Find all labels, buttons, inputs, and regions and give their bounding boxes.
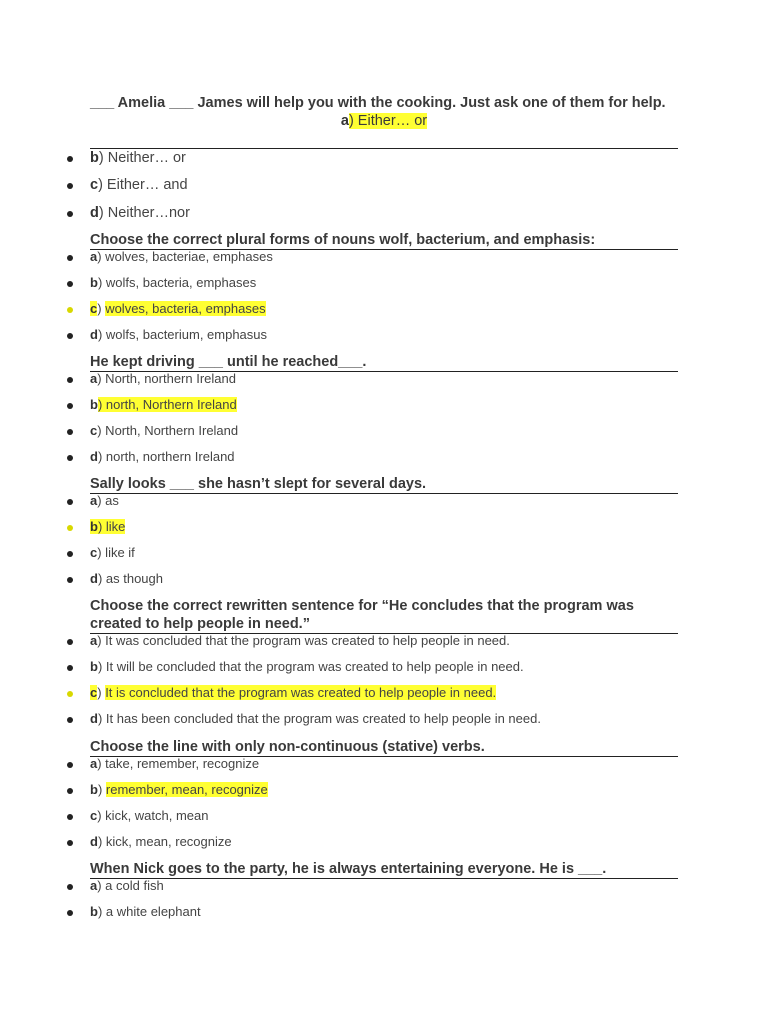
bullet — [67, 788, 73, 794]
bullet — [67, 429, 73, 435]
question-2 — [90, 231, 678, 249]
question-3 — [90, 353, 678, 371]
bullet — [67, 211, 73, 217]
option-b: b) a white elephant — [90, 904, 201, 919]
option-c: c) North, Northern Ireland — [90, 423, 239, 438]
bullet — [67, 577, 73, 583]
option-d: d) kick, mean, recognize — [90, 834, 232, 849]
question-4 — [90, 475, 678, 493]
bullet — [67, 691, 73, 697]
option-c: c) like if — [90, 545, 135, 560]
answer-text: ) Either… or — [348, 113, 428, 129]
option-a: a) wolves, bacteriae, emphases — [90, 249, 273, 264]
bullet — [67, 499, 73, 505]
bullet — [67, 333, 73, 339]
question-text: ___ Amelia ___ James will help you with the cooking. Just ask one of them for help. — [90, 95, 666, 111]
question-1 — [90, 94, 678, 130]
option-c: c) kick, watch, mean — [90, 808, 209, 823]
answer-line — [90, 112, 678, 130]
bullet — [67, 762, 73, 768]
option-c: c) wolves, bacteria, emphases — [90, 301, 266, 316]
option-b: b) Neither… or — [90, 150, 186, 166]
option-d: d) as though — [90, 571, 163, 586]
bullet — [67, 884, 73, 890]
bullet — [67, 665, 73, 671]
bullet — [67, 910, 73, 916]
question-7 — [90, 860, 678, 878]
bullet — [67, 455, 73, 461]
option-d: d) Neither…nor — [90, 205, 190, 221]
option-a: a) take, remember, recognize — [90, 756, 260, 771]
option-c: c) Either… and — [90, 177, 188, 193]
bullet — [67, 717, 73, 723]
question-text: Sally looks ___ she hasn’t slept for several days. — [90, 476, 427, 492]
option-d: d) north, northern Ireland — [90, 449, 235, 464]
bullet — [67, 525, 73, 531]
bullet — [67, 255, 73, 261]
option-a: a) a cold fish — [90, 878, 164, 893]
option-c: c) It is concluded that the program was created to help people in need. — [90, 685, 497, 700]
question-text: He kept driving ___ until he reached___. — [90, 354, 367, 370]
bullet — [67, 403, 73, 409]
bullet — [67, 281, 73, 287]
question-text: Choose the correct rewritten sentence for “He concludes that the program was created to help people in need.” — [90, 598, 634, 632]
question-text: When Nick goes to the party, he is always entertaining everyone. He is ___. — [90, 861, 607, 877]
option-b: b) It will be concluded that the program was created to help people in need. — [90, 659, 524, 674]
bullet — [67, 156, 73, 162]
option-a: a) as — [90, 493, 119, 508]
option-a: a) North, northern Ireland — [90, 371, 236, 386]
bullet — [67, 551, 73, 557]
option-b: b) wolfs, bacteria, emphases — [90, 275, 257, 290]
bullet — [67, 377, 73, 383]
question-text: Choose the line with only non-continuous (stative) verbs. — [90, 739, 485, 755]
question-6 — [90, 738, 678, 756]
question-5 — [90, 597, 678, 633]
option-b: b) remember, mean, recognize — [90, 782, 268, 797]
option-d: d) wolfs, bacterium, emphasus — [90, 327, 268, 342]
option-b: b) north, Northern Ireland — [90, 397, 237, 412]
option-b: b) like — [90, 519, 126, 534]
question-text: Choose the correct plural forms of nouns wolf, bacterium, and emphasis: — [90, 232, 596, 248]
question-rule — [90, 878, 678, 879]
bullet — [67, 307, 73, 313]
option-a: a) It was concluded that the program was created to help people in need. — [90, 633, 510, 648]
answer-letter: a — [340, 113, 349, 129]
bullet — [67, 639, 73, 645]
bullet — [67, 183, 73, 189]
bullet — [67, 840, 73, 846]
option-d: d) It has been concluded that the program was created to help people in need. — [90, 711, 541, 726]
question-rule — [90, 493, 678, 494]
bullet — [67, 814, 73, 820]
